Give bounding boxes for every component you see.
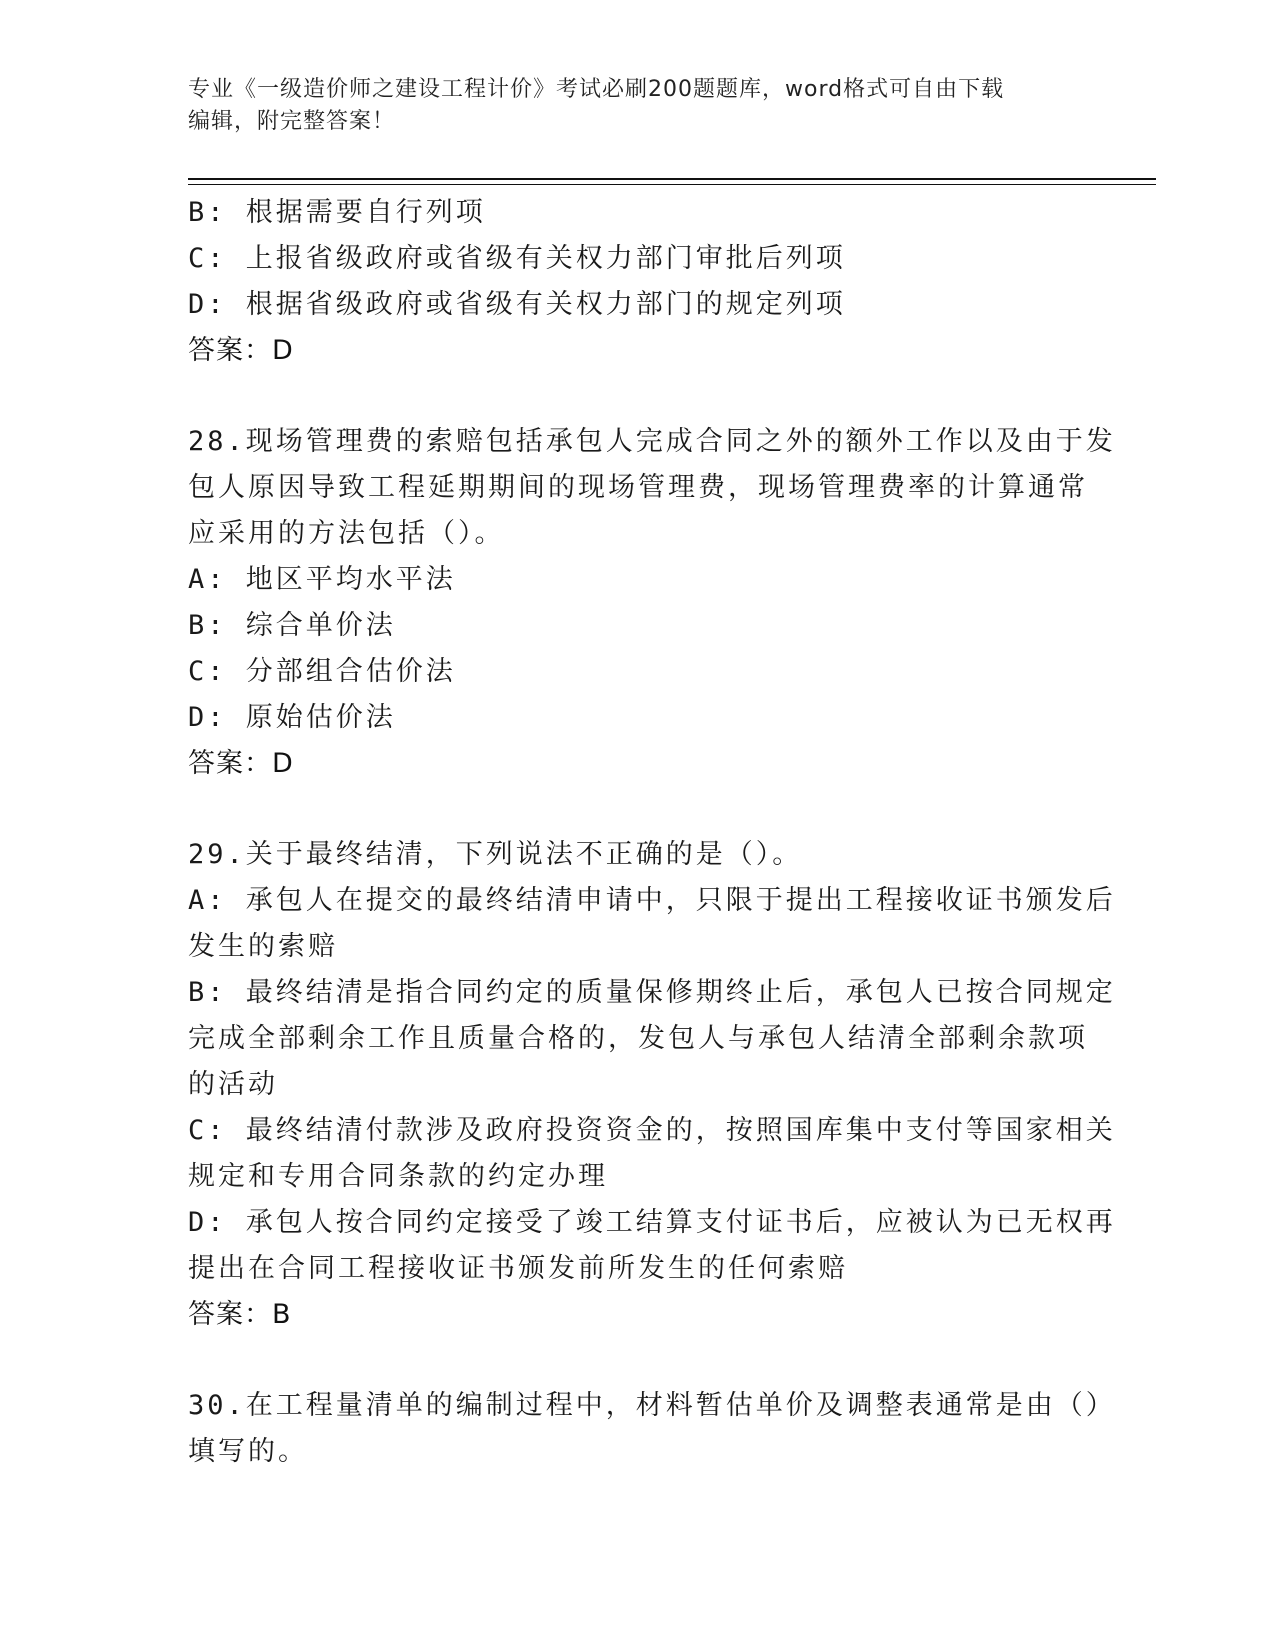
question-stem-line: 30.在工程量清单的编制过程中，材料暂估单价及调整表通常是由（）: [188, 1390, 1116, 1421]
option-d: D: 根据省级政府或省级有关权力部门的规定列项: [188, 289, 846, 320]
option-b: B: 根据需要自行列项: [188, 197, 486, 228]
option-d: D: 承包人按合同约定接受了竣工结算支付证书后，应被认为已无权再: [188, 1207, 1116, 1238]
question-stem-line: 29.关于最终结清，下列说法不正确的是（）。: [188, 839, 803, 870]
header-divider-thin: [188, 184, 1156, 185]
spacer: [188, 374, 1088, 419]
question-28: [188, 419, 1116, 787]
spacer: [188, 787, 1088, 832]
question-stem-line: 应采用的方法包括（）。: [188, 518, 505, 549]
option-c-continued: 规定和专用合同条款的约定办理: [188, 1161, 608, 1192]
question-30: [188, 1383, 1116, 1475]
option-b-continued: 完成全部剩余工作且质量合格的，发包人与承包人结清全部剩余款项: [188, 1023, 1088, 1054]
question-29: [188, 832, 1116, 1338]
question-27-tail: [188, 190, 1088, 374]
option-d: D: 原始估价法: [188, 702, 396, 733]
question-stem-line: 包人原因导致工程延期期间的现场管理费，现场管理费率的计算通常: [188, 472, 1088, 503]
option-d-continued: 提出在合同工程接收证书颁发前所发生的任何索赔: [188, 1253, 848, 1284]
question-stem-line: 填写的。: [188, 1436, 308, 1467]
option-b-continued: 的活动: [188, 1069, 278, 1100]
answer-line: 答案：D: [188, 748, 294, 779]
option-c: C: 分部组合估价法: [188, 656, 456, 687]
option-a: A: 地区平均水平法: [188, 564, 456, 595]
question-stem-line: 28.现场管理费的索赔包括承包人完成合同之外的额外工作以及由于发: [188, 426, 1116, 457]
option-b: B: 最终结清是指合同约定的质量保修期终止后，承包人已按合同规定: [188, 977, 1116, 1008]
header-line-2: 编辑，附完整答案！: [188, 109, 396, 134]
option-a-continued: 发生的索赔: [188, 931, 338, 962]
answer-line: 答案：B: [188, 1299, 292, 1330]
document-header: [188, 74, 1068, 138]
option-c: C: 上报省级政府或省级有关权力部门审批后列项: [188, 243, 846, 274]
option-a: A: 承包人在提交的最终结清申请中，只限于提出工程接收证书颁发后: [188, 885, 1116, 916]
spacer: [188, 1338, 1088, 1383]
question-content: [188, 190, 1116, 1475]
option-b: B: 综合单价法: [188, 610, 396, 641]
header-line-1: 专业《一级造价师之建设工程计价》考试必刷200题题库，word格式可自由下载: [188, 77, 1005, 102]
option-c: C: 最终结清付款涉及政府投资资金的，按照国库集中支付等国家相关: [188, 1115, 1116, 1146]
answer-line: 答案：D: [188, 335, 294, 366]
header-divider-thick: [188, 178, 1156, 180]
